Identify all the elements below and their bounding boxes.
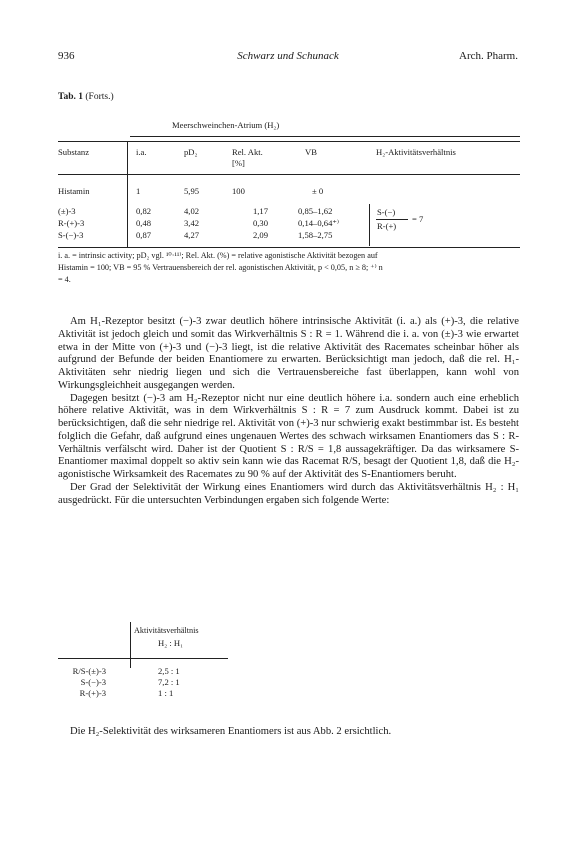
selectivity-row-value: 2,5 : 1 <box>158 666 180 676</box>
closing-sentence: Die H₂-Selektivität des wirksameren Enantiomers ist aus Abb. 2 ersichtlich. <box>70 726 392 737</box>
cell-vb: ± 0 <box>312 186 324 196</box>
col-header-substanz: Substanz <box>58 147 90 157</box>
group-rule <box>130 136 520 137</box>
ratio-bracket <box>369 204 370 246</box>
cell-substanz: S-(−)-3 <box>58 230 84 240</box>
cell-substanz: Histamin <box>58 186 90 196</box>
cell-relakt: 100 <box>232 186 245 196</box>
cell-vb: 0,85–1,62 <box>298 206 333 216</box>
cell-substanz: (±)-3 <box>58 206 76 216</box>
col-header-ia: i.a. <box>136 147 147 157</box>
running-title: Schwarz und Schunack <box>237 50 339 62</box>
ratio-numerator: S-(−) <box>377 207 396 217</box>
selectivity-header-1: Aktivitätsverhältnis <box>134 626 199 635</box>
cell-ia: 1 <box>136 186 141 196</box>
cell-ia: 0,87 <box>136 230 152 240</box>
cell-relakt: 1,17 <box>252 206 268 216</box>
col-header-vb: VB <box>305 147 317 157</box>
ratio-value: = 7 <box>412 214 424 224</box>
cell-pd2: 4,02 <box>184 206 200 216</box>
col-header-ratio: H₂-Aktivitätsverhältnis <box>376 147 456 157</box>
selectivity-row-name: S-(−)-3 <box>80 677 106 687</box>
cell-pd2: 4,27 <box>184 230 200 240</box>
cell-pd2: 3,42 <box>184 218 200 228</box>
ratio-fraction-bar <box>376 219 408 220</box>
selectivity-row-name: R-(+)-3 <box>79 688 106 698</box>
cell-ia: 0,82 <box>136 206 152 216</box>
table-label: Tab. 1 <box>58 92 83 102</box>
selectivity-divider-vertical <box>130 622 131 668</box>
selectivity-row-value: 7,2 : 1 <box>158 677 180 687</box>
table-caption <box>58 92 114 102</box>
table-bottom-rule <box>58 247 520 248</box>
col-header-relakt-unit: [%] <box>232 158 245 168</box>
cell-vb: 1,58–2,75 <box>298 230 333 240</box>
selectivity-row-value: 1 : 1 <box>158 688 174 698</box>
group-header: Meerschweinchen-Atrium (H₂) <box>172 120 280 130</box>
body-text <box>58 316 519 507</box>
paragraph: Der Grad der Selektivität der Wirkung eines Enantiomers wird durch das Aktivitätsverhältnis H₂ : H₁ ausgedrückt. Für die untersuchten Verbindungen ergaben sich folgende Werte: <box>58 481 519 506</box>
col-header-pd2: pD₂ <box>184 147 198 157</box>
table-column-divider <box>127 141 128 247</box>
cell-ia: 0,48 <box>136 218 152 228</box>
cell-vb: 0,14–0,64⁺⁾ <box>298 218 340 228</box>
cell-substanz: R-(+)-3 <box>58 218 85 228</box>
cell-relakt: 2,09 <box>252 230 268 240</box>
selectivity-header-2: H₂ : H₁ <box>158 638 184 648</box>
journal-name: Arch. Pharm. <box>459 50 518 62</box>
paragraph: Am H₁-Rezeptor besitzt (−)-3 zwar deutlich höhere intrinsische Aktivität (i. a.) als (+)-3, die relative Aktivität ist jedoch gleich und somit das Wirkverhältnis S : R = 1. Während die i. a. von (±)-3 wie erwartet etwa in der Mitte von (+)-3 und (−)-3 liegt, ist die relative Aktivität des Racemates scheinbar höher als aufgrund der Befunde der beiden Enantiomere zu erwarten. Berücksichtigt man jedoch, daß die rel. H₁-Aktivitäten sehr niedrig liegen und sich die Vertrauensbereiche fast überlappen, kann wohl von Wirkungsgleichheit ausgegangen werden. <box>58 316 519 391</box>
paragraph: Dagegen besitzt (−)-3 am H₂-Rezeptor nicht nur eine deutlich höhere i.a. sondern auch eine erheblich höhere relative Aktivität, was in dem Wirkverhältnis S : R = 7 zum Ausdruck kommt. Dabei ist zu berücksichtigen, daß die sehr niedrige rel. Aktivität von (+)-3 nur schwierig exakt bestimmbar ist. Es besteht folglich die Gefahr, daß aufgrund eines ungenauen Wertes des schwach wirksamen Enantiomers das S : R-Verhältnis verfälscht wird. Daher ist der Quotient S : R/S = 1,8 aussagekräftiger. Da das wirksamere S-Enantiomer maximal doppelt so aktiv sein kann wie das Racemat R/S, besagt der Quotient 1,8, daß die H₂-agonistische Wirksamkeit des Racemates zu 90 % auf der Aktivität des S-Enantiomers beruht. <box>58 392 519 480</box>
table-label-cont: (Forts.) <box>85 92 114 102</box>
ratio-denominator: R-(+) <box>377 221 397 231</box>
cell-pd2: 5,95 <box>184 186 200 196</box>
selectivity-rule <box>58 658 228 659</box>
table-footnote-line-1: i. a. = intrinsic activity; pD₂ vgl. ¹⁰·¹¹⁾; Rel. Akt. (%) = relative agonistische Aktivität bezogen auf <box>58 251 378 260</box>
page-number: 936 <box>58 50 75 62</box>
cell-relakt: 0,30 <box>252 218 268 228</box>
table-footnote-line-3: = 4. <box>58 275 71 284</box>
table-footnote-line-2: Histamin = 100; VB = 95 % Vertrauensbereich der rel. agonistischen Aktivität, p < 0,05, n ≥ 8; ⁺⁾ n <box>58 263 383 272</box>
selectivity-row-name: R/S-(±)-3 <box>72 666 106 676</box>
col-header-relakt: Rel. Akt. <box>232 147 263 157</box>
